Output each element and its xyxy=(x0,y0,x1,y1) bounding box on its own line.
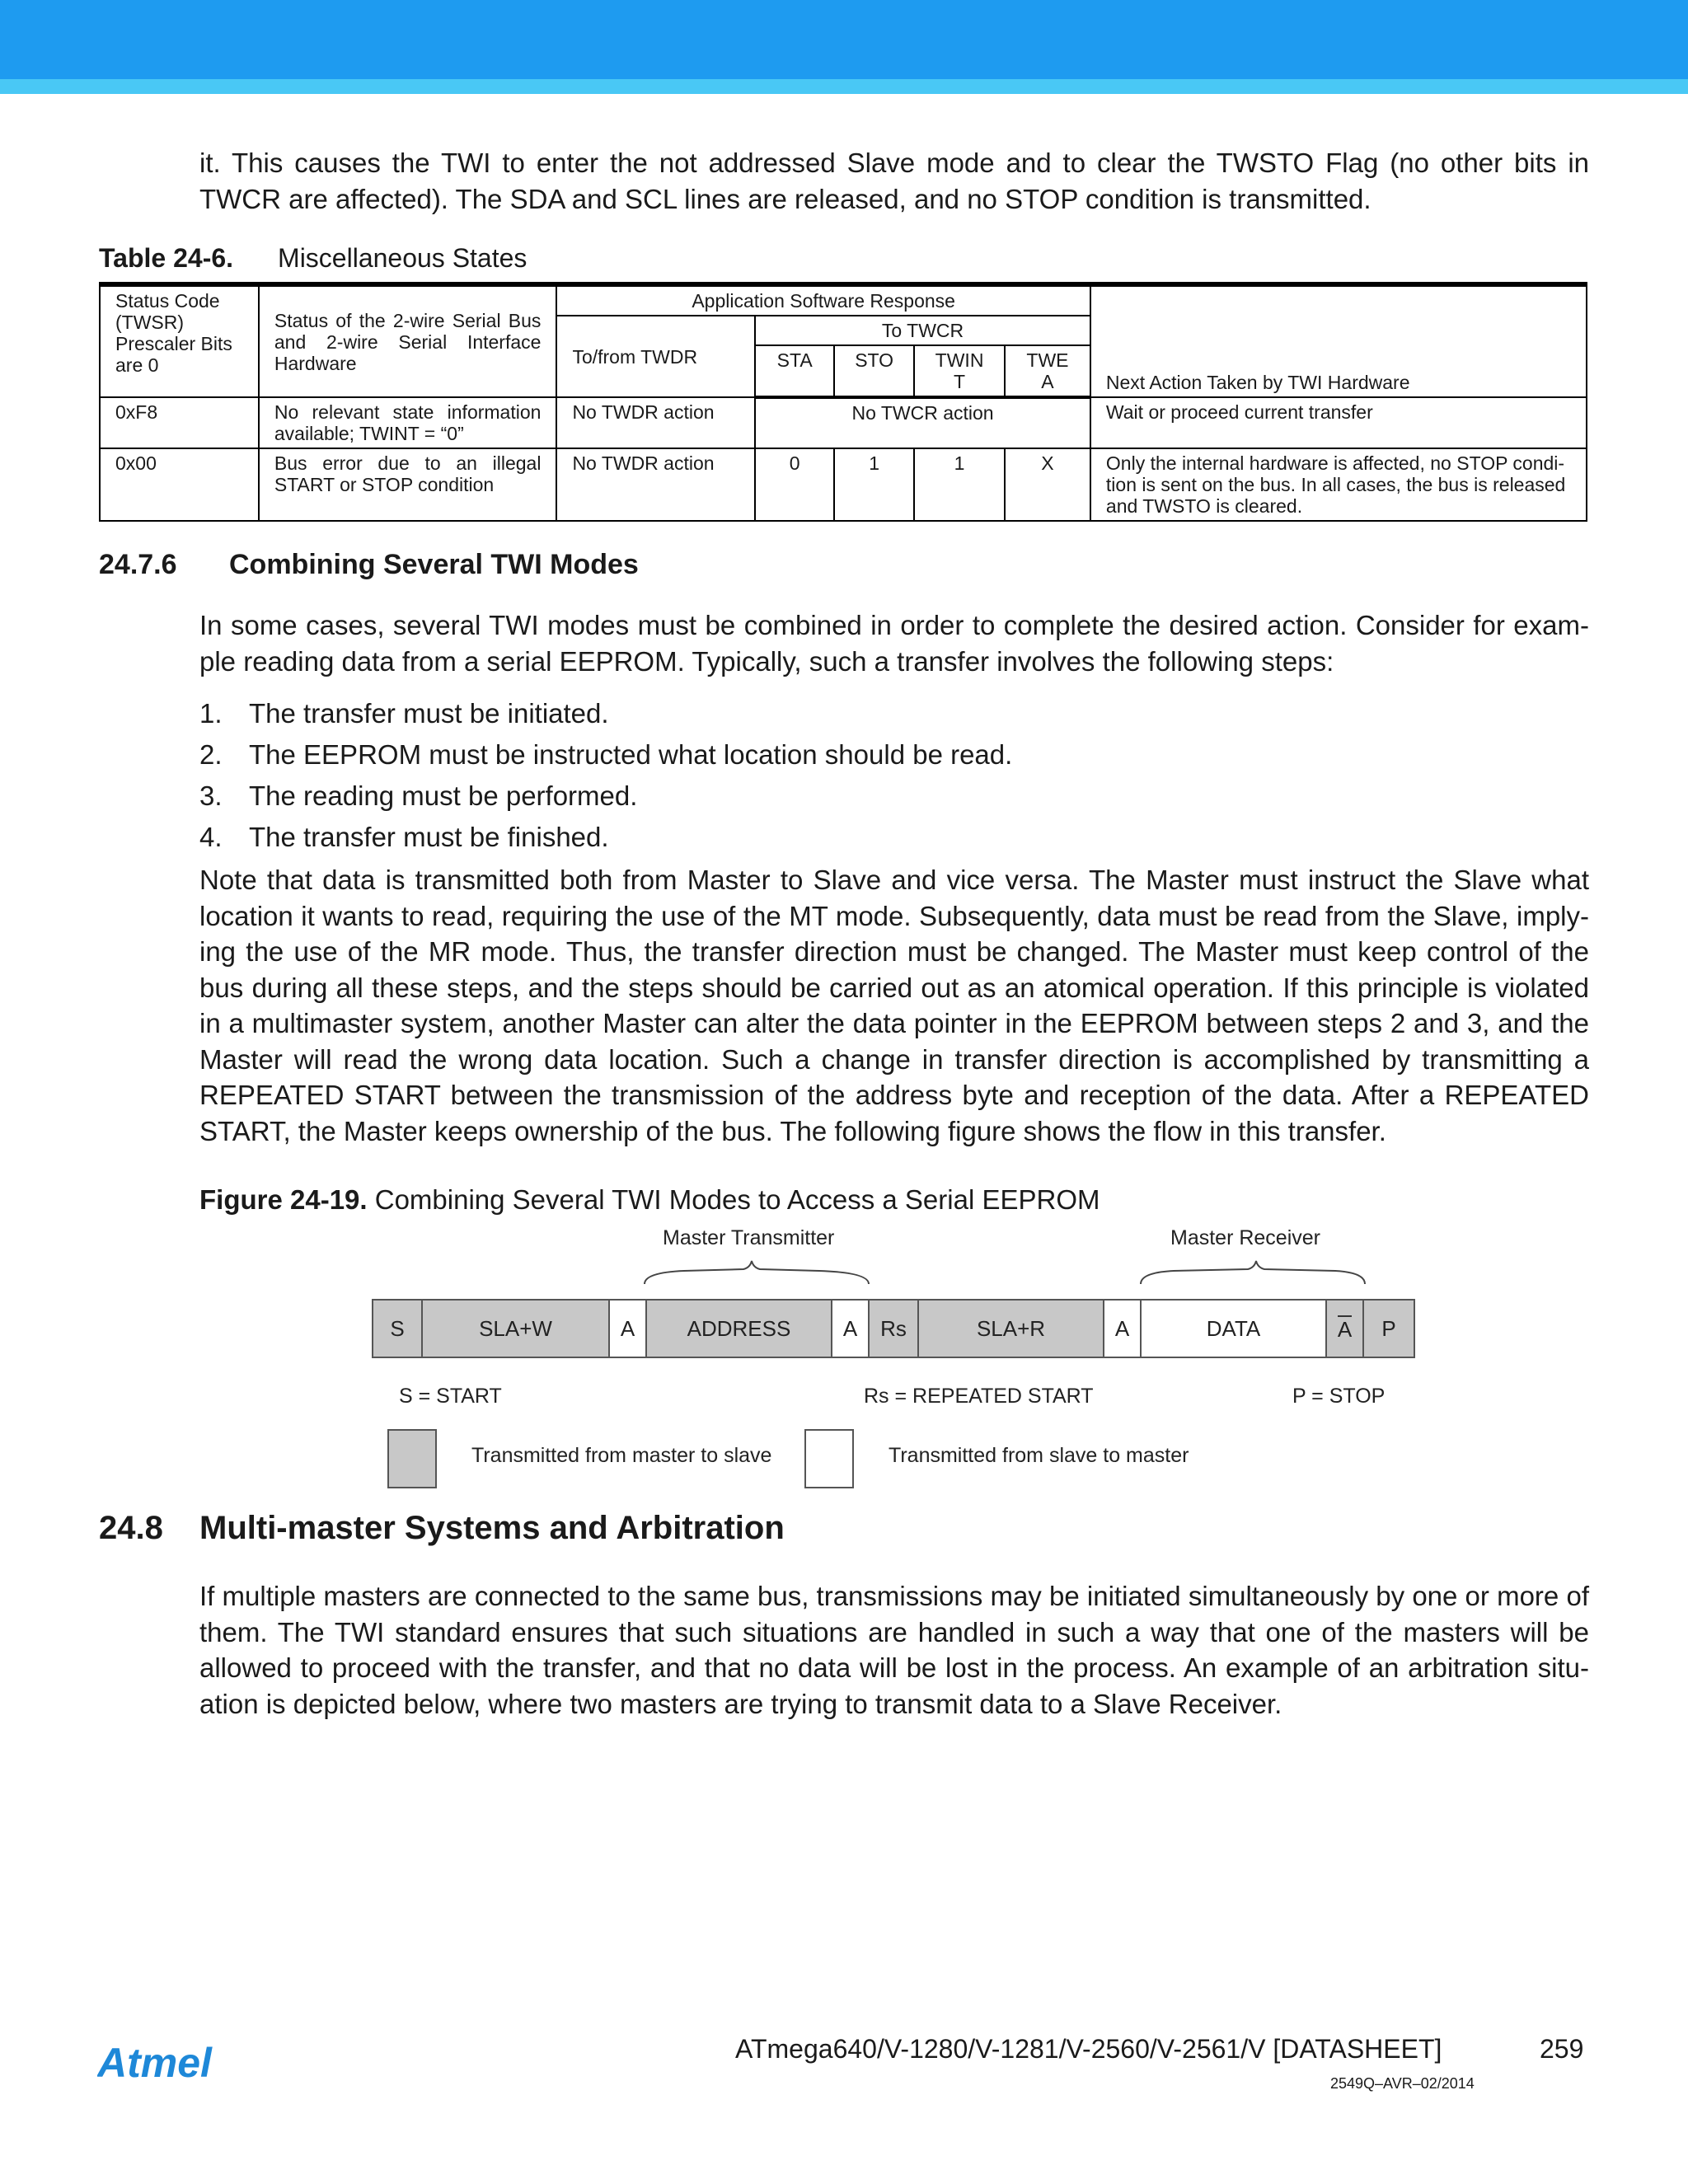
list-item: 3. The reading must be performed. xyxy=(199,780,638,811)
label-master-receiver: Master Receiver xyxy=(1170,1226,1320,1249)
header-twea: TWEA xyxy=(1005,345,1090,397)
header-sta: STA xyxy=(755,345,834,397)
section-paragraph-1: In some cases, several TWI modes must be combined in order to complete the desired action. Consider for exam- ple reading data from a serial EEPROM. Typically, such a transfer involves the following steps: xyxy=(199,610,1589,677)
intro-paragraph: it. This causes the TWI to enter the not addressed Slave mode and to clear the TWSTO Flag (no other bits in TWCR are affected). The SDA and SCL lines are released, and no STOP condition is transmitted. xyxy=(199,148,1589,214)
header-sto: STO xyxy=(834,345,914,397)
frame-ack: A xyxy=(1104,1301,1142,1357)
frame-address: ADDRESS xyxy=(647,1301,832,1357)
header-status-code: Status Code (TWSR) Prescaler Bits are 0 xyxy=(100,284,259,397)
legend-slave-to-master: Transmitted from slave to master xyxy=(889,1444,1189,1467)
header-app-response: Application Software Response xyxy=(556,284,1090,316)
twi-frame xyxy=(372,1299,1415,1358)
cell-code: 0xF8 xyxy=(100,397,259,448)
footer-doc-id: 2549Q–AVR–02/2014 xyxy=(1330,2075,1475,2092)
frame-not-ack: A xyxy=(1327,1301,1364,1357)
twi-modes-figure xyxy=(371,1226,1418,1498)
table-number: Table 24-6. xyxy=(99,243,234,273)
section-number: 24.8 xyxy=(99,1510,163,1546)
cell-code: 0x00 xyxy=(100,448,259,521)
frame-ack: A xyxy=(832,1301,870,1357)
frame-start: S xyxy=(373,1301,423,1357)
section-title: Combining Several TWI Modes xyxy=(229,549,639,580)
cell-twdr: No TWDR action xyxy=(556,397,755,448)
frame-data: DATA xyxy=(1142,1301,1327,1357)
frame-sla-w: SLA+W xyxy=(423,1301,610,1357)
table-caption xyxy=(99,243,527,274)
header-next-action: Next Action Taken by TWI Hardware xyxy=(1090,284,1587,397)
legend-master-to-slave: Transmitted from master to slave xyxy=(471,1444,772,1467)
section-paragraph-2: Note that data is transmitted both from Master to Slave and vice versa. The Master must instruct the Slave what location it wants to read, requiring the use of the MT mode. Subsequently, data must be read from the Slave, imply- ing the use of the MR mode. Thus, the transfer direction must be changed. The Master must keep control of the bus during all these steps, and the steps should be carried out as an atomical operation. If this principle is violated in a multimaster system, another Master can alter the data pointer in the EEPROM between steps 2 and 3, and the Master will read the wrong data location. Such a change in transfer direction is accomplished by transmitting a REPEATED START between the transmission of the address byte and reception of the data. After a REPEATED START, the Master keeps ownership of the bus. The following figure shows the flow in this transfer. xyxy=(199,865,1589,1146)
cell-sta: 0 xyxy=(755,448,834,521)
section-248-paragraph: If multiple masters are connected to the same bus, transmissions may be initiated simultaneously by one or more of them. The TWI standard ensures that such situations are handled in such a way that one of the masters will be allowed to proceed with the transfer, and that no data will be lost in the process. An example of an arbitration situ- ation is depicted below, where two masters are trying to transmit data to a Slave Receiver. xyxy=(199,1581,1589,1719)
atmel-logo-text: Atmel xyxy=(97,2041,212,2086)
table-row xyxy=(100,397,1587,448)
list-item: 4. The transfer must be finished. xyxy=(199,822,609,852)
header-to-twcr: To TWCR xyxy=(755,316,1090,345)
header-to-from-twdr: To/from TWDR xyxy=(556,316,755,397)
cell-sto: 1 xyxy=(834,448,914,521)
cell-next: Only the internal hardware is affected, no STOP condi- tion is sent on the bus. In all cases, the bus is released and TWSTO is cleared. xyxy=(1090,448,1587,521)
section-heading-24-8 xyxy=(99,1510,785,1547)
list-item: 2. The EEPROM must be instructed what location should be read. xyxy=(199,739,1013,770)
brace-master-receiver xyxy=(1141,1261,1365,1284)
header-twint: TWINT xyxy=(914,345,1005,397)
legend-repeated-start: Rs = REPEATED START xyxy=(864,1385,1094,1408)
table-row xyxy=(100,448,1587,521)
legend-stop: P = STOP xyxy=(1292,1385,1386,1408)
page-number: 259 xyxy=(1540,2034,1584,2064)
footer-doc-title: ATmega640/V-1280/V-1281/V-2560/V-2561/V [DATASHEET] xyxy=(735,2034,1442,2064)
cell-status: No relevant state information available; TWINT = “0” xyxy=(259,397,557,448)
atmel-logo xyxy=(97,2041,246,2087)
brace-lines xyxy=(371,1226,1418,1301)
frame-repeated-start: Rs xyxy=(870,1301,919,1357)
cell-twint: 1 xyxy=(914,448,1005,521)
header-status-desc: Status of the 2-wire Serial Bus and 2-wire Serial Interface Hardware xyxy=(259,284,557,397)
frame-ack: A xyxy=(610,1301,647,1357)
cell-status: Bus error due to an illegal START or STOP condition xyxy=(259,448,557,521)
table-title: Miscellaneous States xyxy=(278,243,528,273)
frame-stop: P xyxy=(1364,1301,1414,1357)
misc-states-table xyxy=(99,282,1587,522)
cell-twea: X xyxy=(1005,448,1090,521)
legend-swatch-master-to-slave xyxy=(387,1429,437,1488)
frame-sla-r: SLA+R xyxy=(919,1301,1104,1357)
cell-twdr: No TWDR action xyxy=(556,448,755,521)
header-bar xyxy=(0,0,1688,79)
cell-next: Wait or proceed current transfer xyxy=(1090,397,1587,448)
cell-twcr: No TWCR action xyxy=(755,397,1090,448)
brace-master-transmitter xyxy=(645,1261,869,1284)
legend-swatch-slave-to-master xyxy=(804,1429,854,1488)
label-master-transmitter: Master Transmitter xyxy=(663,1226,835,1249)
section-heading-24-7-6 xyxy=(99,549,639,581)
figure-title: Combining Several TWI Modes to Access a Serial EEPROM xyxy=(374,1184,1100,1215)
figure-caption xyxy=(199,1184,1100,1216)
figure-number: Figure 24-19. xyxy=(199,1184,368,1215)
section-title: Multi-master Systems and Arbitration xyxy=(199,1510,785,1546)
steps-list xyxy=(199,697,1012,862)
legend-start: S = START xyxy=(399,1385,502,1408)
header-stripe xyxy=(0,79,1688,94)
list-item: 1. The transfer must be initiated. xyxy=(199,698,609,729)
section-number: 24.7.6 xyxy=(99,549,177,580)
